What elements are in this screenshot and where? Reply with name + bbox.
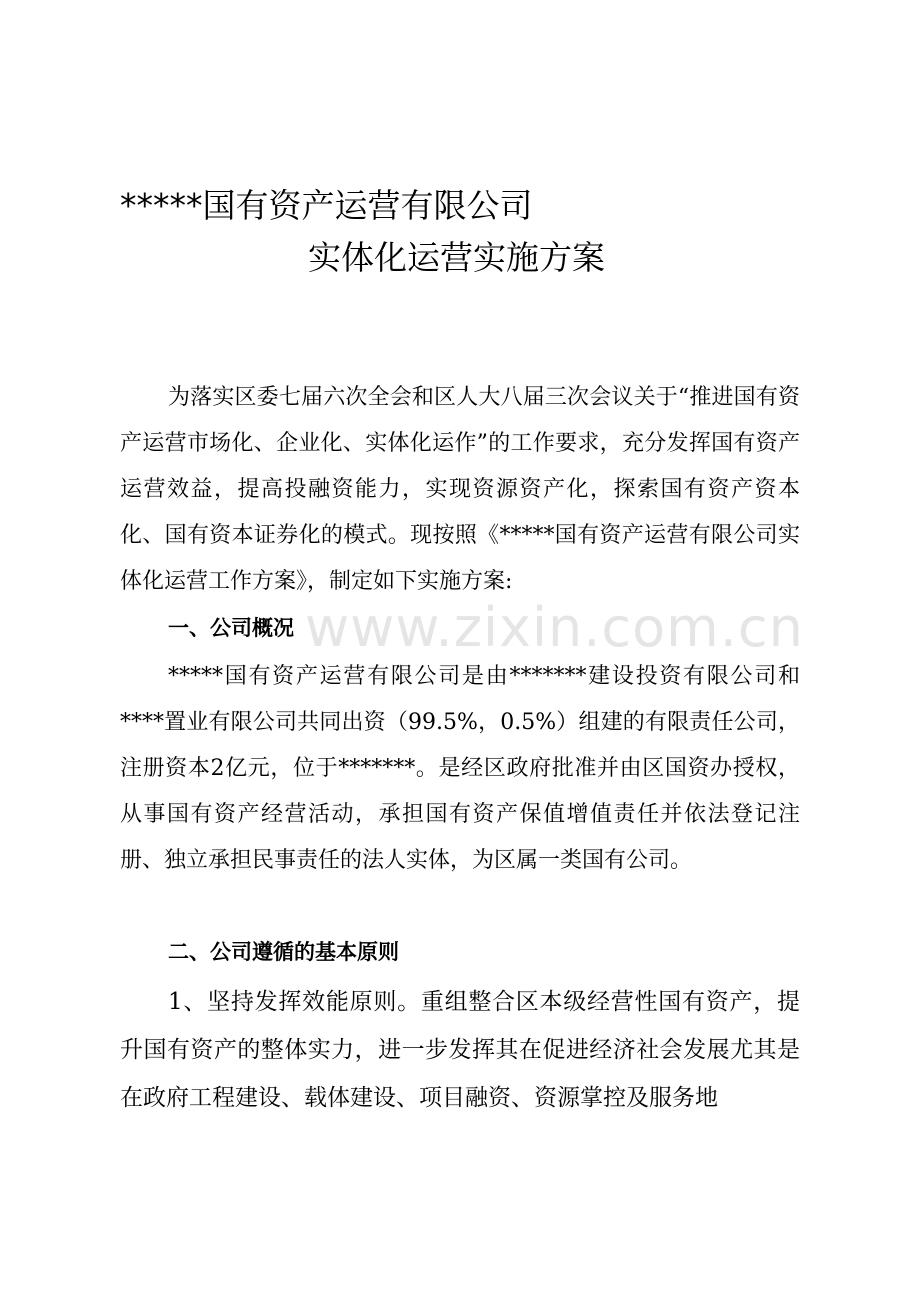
section-heading-company-overview: 一、公司概况 [168, 616, 294, 640]
principle-1-paragraph: 1、坚持发挥效能原则。重组整合区本级经营性国有资产，提升国有资产的整体实力，进一步发挥其在促进经济社会发展尤其是在政府工程建设、载体建设、项目融资、资源掌控及服务地 [120, 989, 800, 1111]
watermark: www.zixin.com.cn [305, 596, 804, 659]
intro-paragraph: 为落实区委七届六次全会和区人大八届三次会议关于“推进国有资产运营市场化、企业化、实体化运作”的工作要求，充分发挥国有资产运营效益，提高投融资能力，实现资源资产化，探索国有资产资本化、国有资本证券化的模式。现按照《*****国有资产运营有限公司实体化运营工作方案》，制定如下实施方案: [120, 385, 800, 594]
document-title-line-2: 实体化运营实施方案 [308, 238, 605, 277]
document-title-line-1: *****国有资产运营有限公司 [120, 186, 533, 225]
company-overview-paragraph: *****国有资产运营有限公司是由*******建设投资有限公司和****置业有限公司共同出资（99.5%，0.5%）组建的有限责任公司，注册资本2亿元，位于*******。是经区政府批准并由区国资办授权，从事国有资产经营活动，承担国有资产保值增值责任并依法登记注册、独立承担民事责任的法人实体，为区属一类国有公司。 [120, 664, 800, 873]
section-heading-basic-principles: 二、公司遵循的基本原则 [168, 940, 399, 964]
